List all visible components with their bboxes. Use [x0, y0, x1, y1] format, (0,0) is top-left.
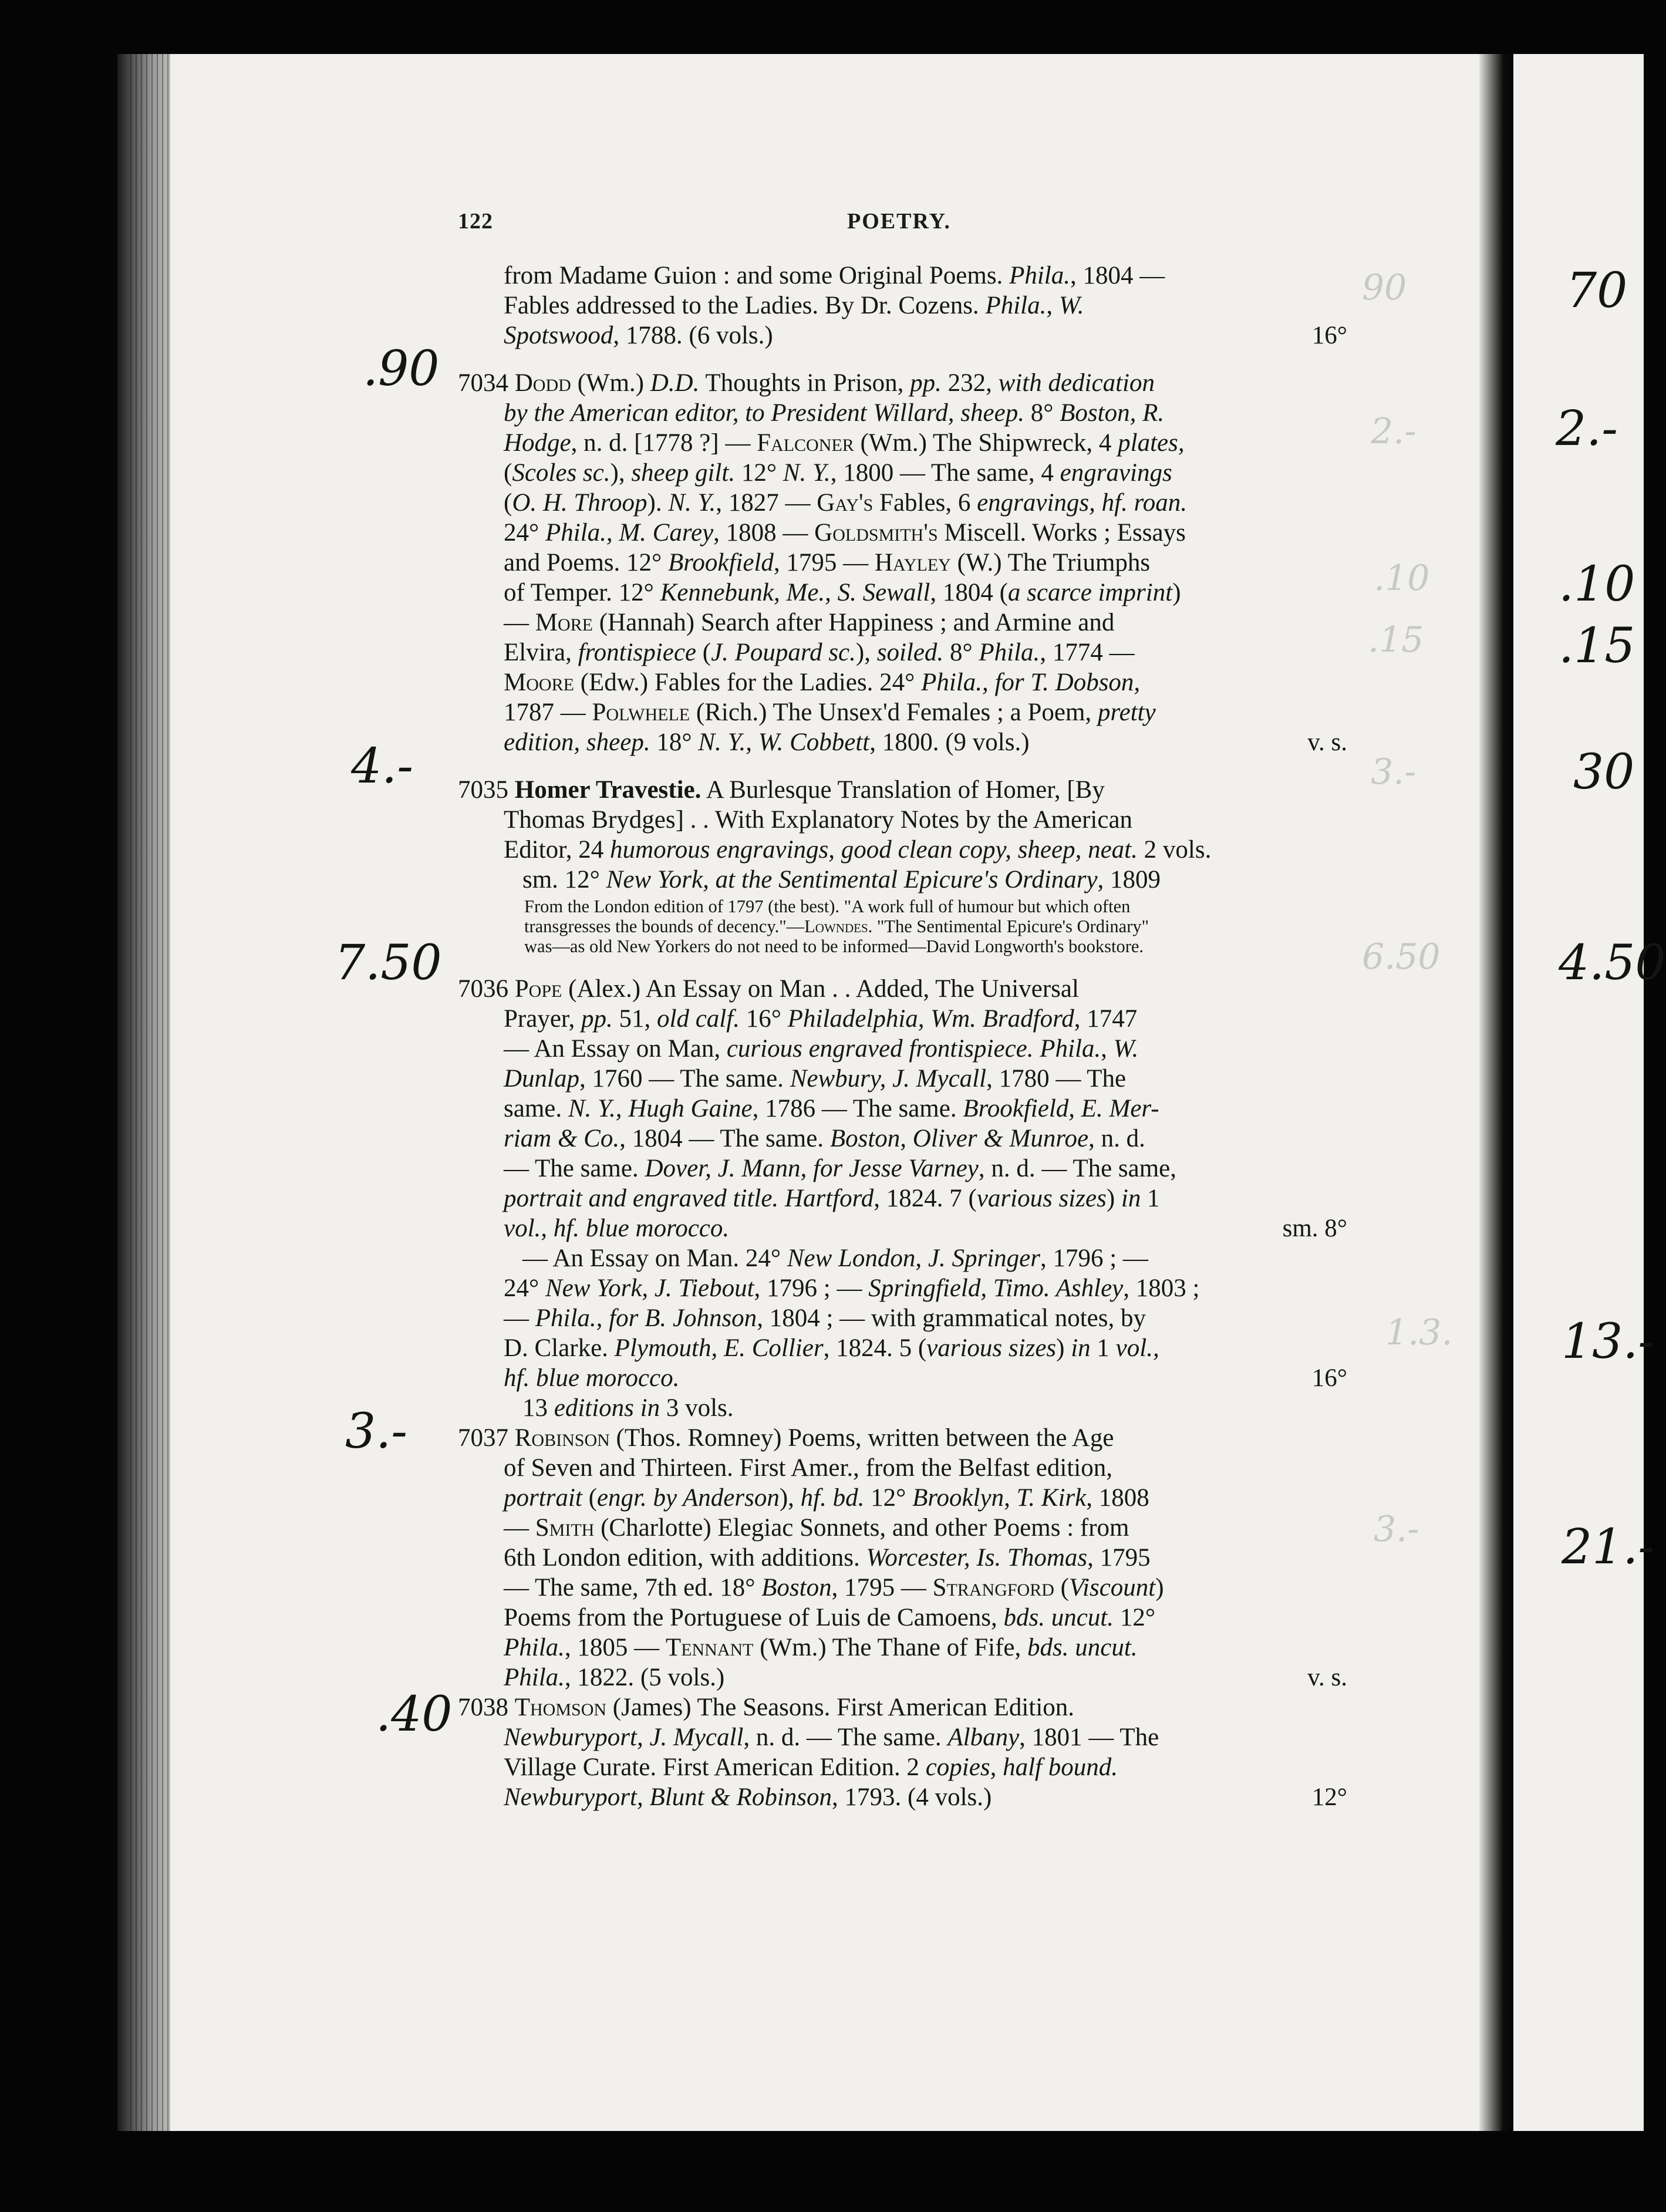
text-line-content: vol., hf. blue morocco.: [504, 1215, 730, 1242]
page-number: 122: [458, 209, 493, 234]
text-line-content: 6th London edition, with additions. Worcester, Is. Thomas, 1795: [504, 1544, 1151, 1572]
showthrough-note-5: 3.-: [1371, 751, 1417, 793]
text-line: [458, 1213, 1347, 1243]
format-size: 16°: [1311, 1364, 1347, 1392]
text-line-content: Fables addressed to the Ladies. By Dr. Cozens. Phila., W.: [504, 292, 1084, 319]
text-line-content: from Madame Guion : and some Original Poems. Phila., 1804 —: [504, 262, 1165, 289]
text-line: [458, 608, 1347, 638]
text-line-content: Village Curate. First American Edition. 2 copies, half bound.: [504, 1754, 1118, 1781]
facing-note-70: 70: [1566, 263, 1628, 319]
text-line-content: Moore (Edw.) Fables for the Ladies. 24° Phila., for T. Dobson,: [504, 669, 1141, 696]
text-line-content: transgresses the bounds of decency."—Lowndes. "The Sentimental Epicure's Ordinary": [524, 916, 1149, 936]
text-line-content: of Temper. 12° Kennebunk, Me., S. Sewall, 1804 (a scarce imprint): [504, 579, 1181, 606]
text-line-content: — An Essay on Man, curious engraved frontispiece. Phila., W.: [504, 1035, 1139, 1063]
text-line: [458, 727, 1347, 757]
text-line: [458, 1243, 1347, 1273]
text-line-content: From the London edition of 1797 (the best). "A work full of humour but which often: [524, 896, 1131, 916]
spine-page-edges: [130, 54, 171, 2131]
facing-note-13: 13.-: [1562, 1314, 1655, 1370]
text-line: [458, 835, 1347, 865]
text-line-content: of Seven and Thirteen. First Amer., from the Belfast edition,: [504, 1454, 1112, 1482]
text-line: [458, 458, 1347, 488]
text-line: [458, 578, 1347, 608]
text-line: [458, 1423, 1347, 1453]
text-line-content: — Phila., for B. Johnson, 1804 ; — with grammatical notes, by: [504, 1304, 1146, 1332]
catalog-entries: [458, 261, 1347, 1812]
handwritten-price-7038: .40: [376, 1687, 453, 1742]
showthrough-note-8: 3.-: [1374, 1509, 1419, 1550]
text-line-content: and Poems. 12° Brookfield, 1795 — Hayley (W.) The Triumphs: [504, 549, 1151, 576]
text-line: [458, 667, 1347, 697]
facing-note-30: 30: [1573, 744, 1635, 800]
text-line: [458, 1722, 1347, 1752]
text-line-content: (O. H. Throop). N. Y., 1827 — Gay's Fables, 6 engravings, hf. roan.: [504, 489, 1187, 517]
format-size: 12°: [1311, 1783, 1347, 1811]
text-line: [458, 428, 1347, 458]
showthrough-note-2: 2.-: [1371, 411, 1417, 452]
text-line: [458, 1692, 1347, 1722]
text-line-content: 7034 Dodd (Wm.) D.D. Thoughts in Prison, pp. 232, with dedication: [458, 369, 1155, 397]
running-head: POETRY.: [847, 209, 952, 234]
showthrough-note-6: 6.50: [1362, 936, 1441, 977]
text-line: [458, 1154, 1347, 1183]
text-line-content: — The same. Dover, J. Mann, for Jesse Varney, n. d. — The same,: [504, 1155, 1177, 1182]
text-line: [458, 638, 1347, 667]
text-line-content: Dunlap, 1760 — The same. Newbury, J. Mycall, 1780 — The: [504, 1065, 1127, 1092]
text-line: [458, 1333, 1347, 1363]
handwritten-price-7036: 7.50: [335, 935, 442, 991]
text-line-content: was—as old New Yorkers do not need to be informed—David Longworth's bookstore.: [524, 936, 1144, 956]
facing-note-15: .15: [1559, 618, 1635, 674]
text-line: [458, 775, 1347, 805]
handwritten-price-7035: 4.-: [351, 739, 413, 794]
text-line: [458, 1363, 1347, 1393]
page-header: [458, 208, 957, 244]
text-line: [458, 1633, 1347, 1663]
text-line-content: Editor, 24 humorous engravings, good clean copy, sheep, neat. 2 vols.: [504, 836, 1212, 864]
text-line: [458, 488, 1347, 518]
text-line: [458, 697, 1347, 727]
text-line: [458, 1573, 1347, 1603]
text-line-content: portrait and engraved title. Hartford, 1824. 7 (various sizes) in 1: [504, 1185, 1160, 1212]
format-size: 16°: [1311, 322, 1347, 349]
text-line-content: riam & Co., 1804 — The same. Boston, Oliver & Munroe, n. d.: [504, 1125, 1145, 1152]
text-line-content: — The same, 7th ed. 18° Boston, 1795 — Strangford (Viscount): [504, 1574, 1164, 1601]
text-line: [458, 1183, 1347, 1213]
text-line-content: 7037 Robinson (Thos. Romney) Poems, written between the Age: [458, 1424, 1114, 1452]
facing-note-2: 2.-: [1556, 401, 1618, 457]
text-line-content: — More (Hannah) Search after Happiness ; and Armine and: [504, 609, 1115, 636]
text-line-content: Poems from the Portuguese of Luis de Camoens, bds. uncut. 12°: [504, 1604, 1156, 1631]
text-line: [458, 1752, 1347, 1782]
text-line-content: 7035 Homer Travestie. A Burlesque Translation of Homer, [By: [458, 776, 1105, 804]
text-line-content: Prayer, pp. 51, old calf. 16° Philadelphia, Wm. Bradford, 1747: [504, 1005, 1138, 1033]
format-size: v. s.: [1307, 1664, 1347, 1691]
handwritten-price-7037: 3.-: [345, 1404, 407, 1459]
text-line: [458, 368, 1347, 398]
text-line-content: sm. 12° New York, at the Sentimental Epicure's Ordinary, 1809: [522, 866, 1161, 893]
text-line-content: by the American editor, to President Willard, sheep. 8° Boston, R.: [504, 399, 1165, 427]
text-line: [458, 1034, 1347, 1064]
text-line-content: — Smith (Charlotte) Elegiac Sonnets, and other Poems : from: [504, 1514, 1129, 1542]
text-line-content: 24° New York, J. Tiebout, 1796 ; — Springfield, Timo. Ashley, 1803 ;: [504, 1274, 1200, 1302]
text-line: [458, 1303, 1347, 1333]
text-line-content: hf. blue morocco.: [504, 1364, 680, 1392]
text-line-content: Thomas Brydges] . . With Explanatory Notes by the American: [504, 806, 1133, 834]
text-line: [458, 398, 1347, 428]
text-line: [458, 1273, 1347, 1303]
text-line: [458, 805, 1347, 835]
text-line: [458, 1483, 1347, 1513]
facing-note-21: 21.-: [1562, 1519, 1655, 1575]
text-line-content: D. Clarke. Plymouth, E. Collier, 1824. 5 (various sizes) in 1 vol.,: [504, 1334, 1159, 1362]
text-line-content: Newburyport, Blunt & Robinson, 1793. (4 vols.): [504, 1783, 992, 1811]
text-line-content: same. N. Y., Hugh Gaine, 1786 — The same. Brookfield, E. Mer-: [504, 1095, 1159, 1122]
text-line: [458, 936, 1347, 956]
text-line: [458, 1094, 1347, 1124]
text-line: [458, 321, 1347, 350]
showthrough-note-7: 1.3.: [1385, 1312, 1453, 1353]
text-line-content: 1787 — Polwhele (Rich.) The Unsex'd Females ; a Poem, pretty: [504, 699, 1156, 726]
text-line-content: 13 editions in 3 vols.: [522, 1394, 734, 1422]
text-line: [458, 896, 1347, 916]
text-line: [458, 1513, 1347, 1543]
text-line-content: edition, sheep. 18° N. Y., W. Cobbett, 1800. (9 vols.): [504, 729, 1030, 756]
text-line-content: — An Essay on Man. 24° New London, J. Springer, 1796 ; —: [522, 1245, 1148, 1272]
text-line: [458, 916, 1347, 936]
text-line: [458, 1603, 1347, 1633]
format-size: v. s.: [1307, 729, 1347, 756]
text-line: [458, 291, 1347, 321]
text-line-content: 7038 Thomson (James) The Seasons. First American Edition.: [458, 1694, 1075, 1721]
text-line: [458, 1543, 1347, 1573]
text-line: [458, 974, 1347, 1004]
text-line: [458, 1004, 1347, 1034]
gutter-shadow: [1479, 54, 1513, 2131]
facing-note-10: .10: [1559, 557, 1635, 612]
text-line-content: Elvira, frontispiece (J. Poupard sc.), soiled. 8° Phila., 1774 —: [504, 639, 1135, 666]
text-line: [458, 1064, 1347, 1094]
text-line-content: Hodge, n. d. [1778 ?] — Falconer (Wm.) The Shipwreck, 4 plates,: [504, 429, 1185, 457]
showthrough-note-4: .15: [1368, 619, 1424, 660]
text-line: [458, 261, 1347, 291]
text-line: [458, 865, 1347, 895]
text-line-content: Spotswood, 1788. (6 vols.): [504, 322, 773, 349]
showthrough-note-1: 90: [1362, 267, 1407, 308]
format-size: sm. 8°: [1282, 1215, 1347, 1242]
text-line: [458, 1663, 1347, 1692]
text-line: [458, 518, 1347, 548]
text-line-content: Phila., 1805 — Tennant (Wm.) The Thane of Fife, bds. uncut.: [504, 1634, 1138, 1661]
text-line-content: 7036 Pope (Alex.) An Essay on Man . . Added, The Universal: [458, 975, 1079, 1003]
text-line: [458, 548, 1347, 578]
text-line-content: Phila., 1822. (5 vols.): [504, 1664, 725, 1691]
facing-note-450: 4.50: [1559, 935, 1666, 991]
text-line-content: portrait (engr. by Anderson), hf. bd. 12° Brooklyn, T. Kirk, 1808: [504, 1484, 1149, 1512]
text-line: [458, 1124, 1347, 1154]
text-line: [458, 1782, 1347, 1812]
text-line-content: 24° Phila., M. Carey, 1808 — Goldsmith's Miscell. Works ; Essays: [504, 519, 1186, 547]
text-line-content: Newburyport, J. Mycall, n. d. — The same. Albany, 1801 — The: [504, 1724, 1159, 1751]
text-line: [458, 1393, 1347, 1423]
facing-page: [1513, 54, 1644, 2131]
text-line-content: (Scoles sc.), sheep gilt. 12° N. Y., 1800 — The same, 4 engravings: [504, 459, 1172, 487]
showthrough-note-3: .10: [1374, 558, 1430, 599]
text-line: [458, 1453, 1347, 1483]
handwritten-price-7034: .90: [363, 341, 440, 397]
